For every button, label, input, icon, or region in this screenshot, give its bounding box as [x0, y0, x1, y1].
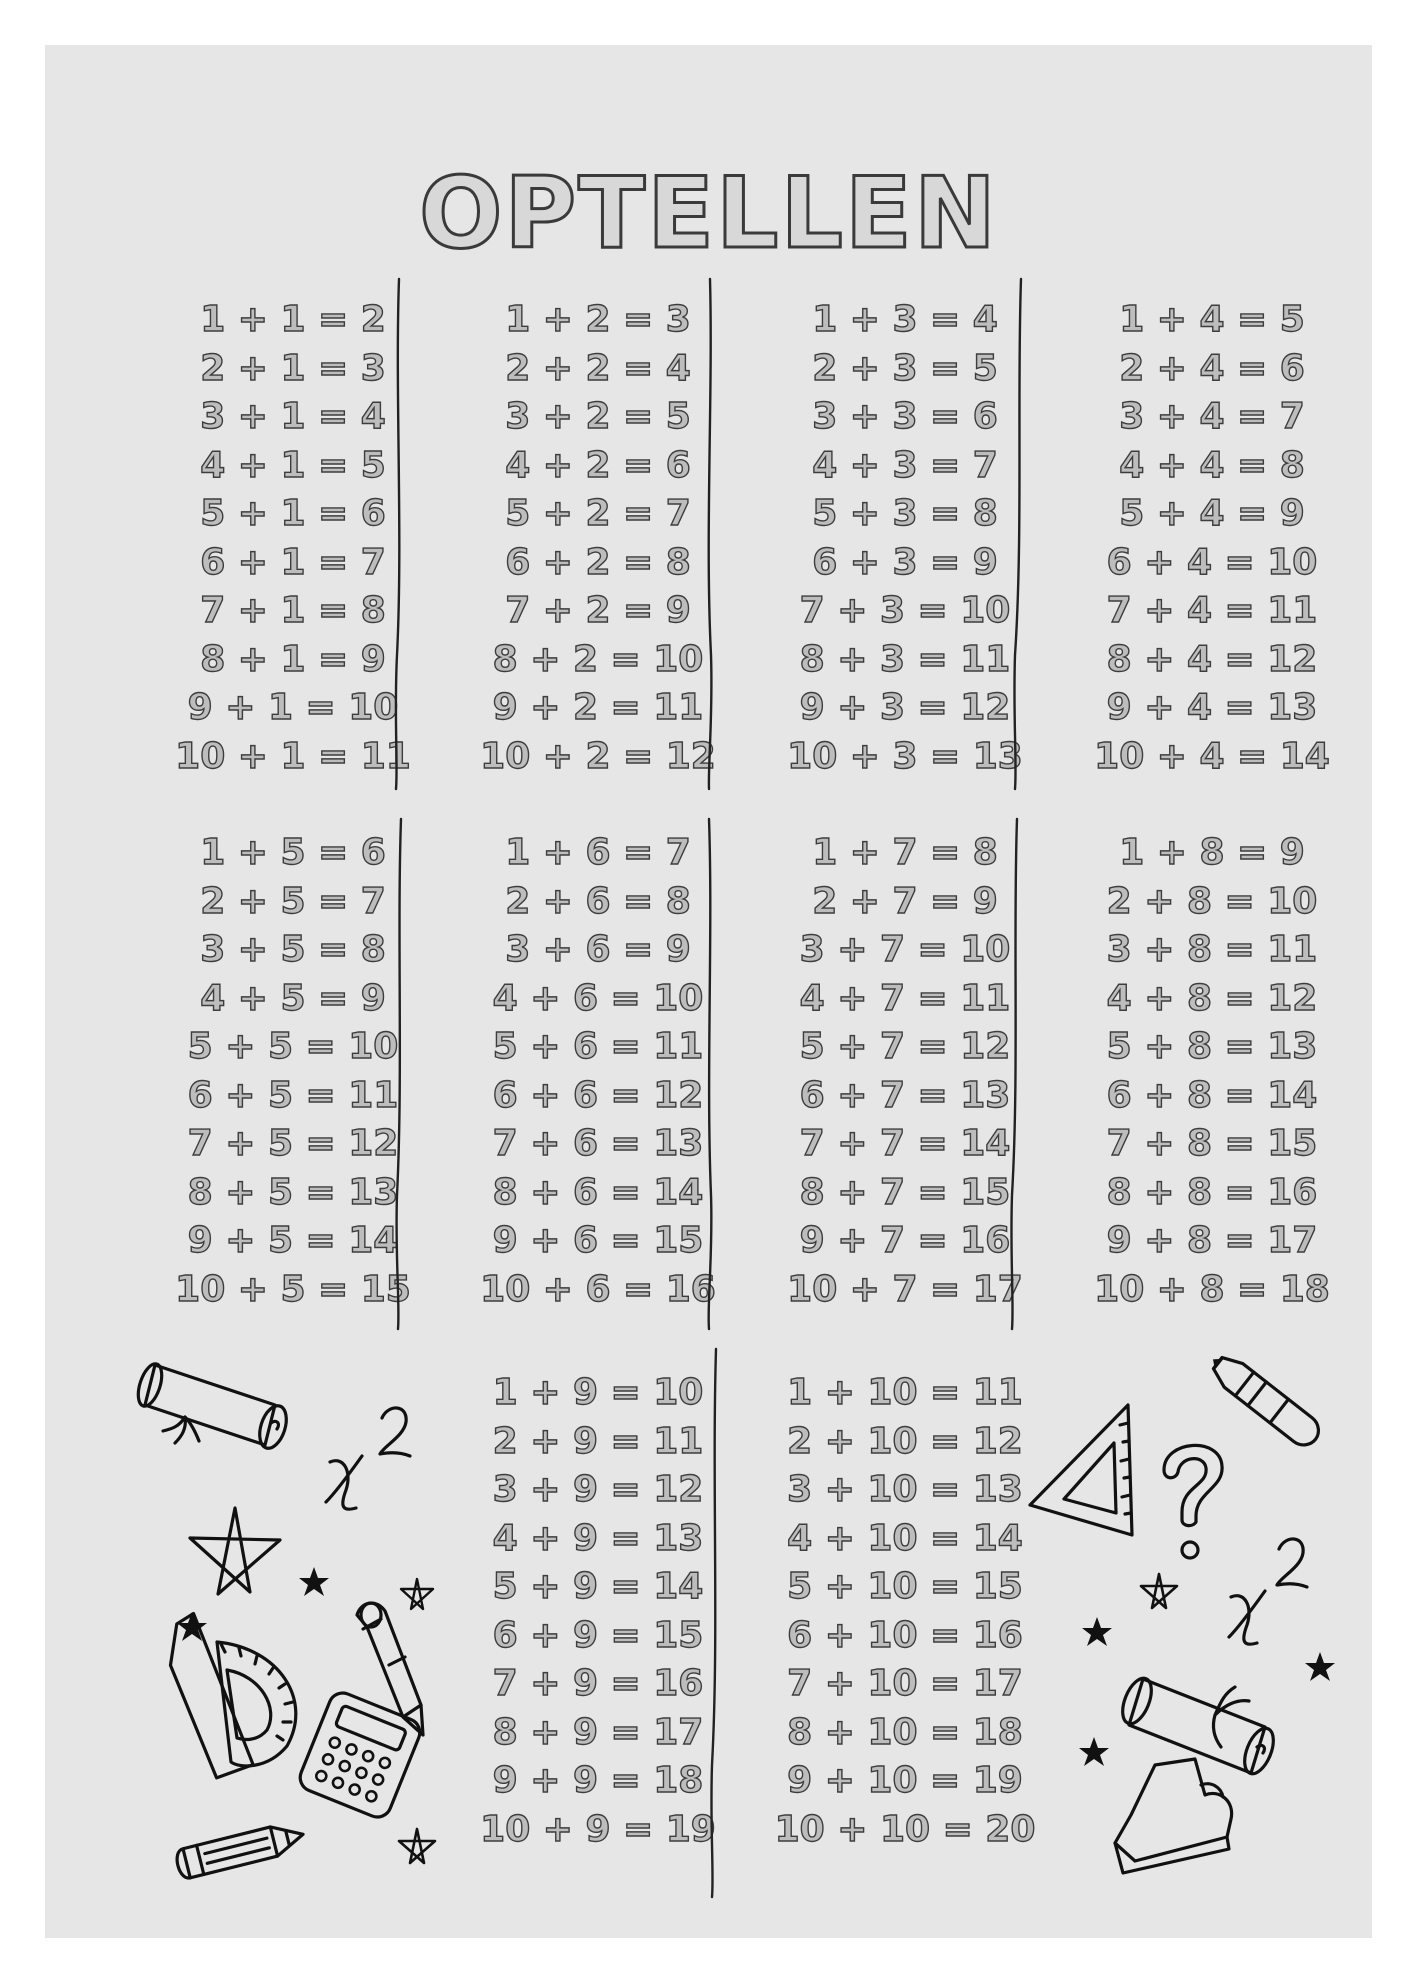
- equation: 5 + 3 = 8: [812, 493, 998, 534]
- equation: 8 + 8 = 16: [1106, 1171, 1318, 1213]
- equation: 7 + 4 = 11: [1106, 590, 1318, 631]
- equation: 8 + 2 = 10: [492, 638, 704, 680]
- equation: 3 + 1 = 4: [200, 396, 386, 437]
- equation: 1 + 6 = 7: [505, 832, 691, 873]
- equation: 8 + 3 = 11: [799, 638, 1011, 680]
- equation: 4 + 7 = 11: [799, 977, 1011, 1019]
- equation: 5 + 10 = 15: [787, 1566, 1023, 1607]
- equation: 6 + 7 = 13: [799, 1074, 1011, 1116]
- equation: 6 + 4 = 10: [1106, 541, 1318, 583]
- equation: 9 + 5 = 14: [187, 1220, 399, 1261]
- equation: 2 + 6 = 8: [505, 880, 691, 922]
- set-square-icon: [1020, 1395, 1150, 1545]
- equation: 9 + 2 = 11: [492, 687, 704, 728]
- equation: 3 + 6 = 9: [505, 929, 691, 970]
- boot-icon: [1095, 1745, 1245, 1885]
- calculator-icon: [290, 1685, 430, 1825]
- equation: 3 + 4 = 7: [1119, 396, 1305, 437]
- column-divider: [1003, 275, 1033, 795]
- equation: 2 + 9 = 11: [492, 1420, 704, 1462]
- equation: 2 + 4 = 6: [1119, 347, 1305, 389]
- equation: 10 + 9 = 19: [480, 1808, 716, 1850]
- equation: 1 + 3 = 4: [812, 299, 998, 340]
- equation: 9 + 3 = 12: [799, 687, 1011, 728]
- star-icon: [1080, 1615, 1114, 1649]
- column-divider: [695, 815, 725, 1335]
- equation: 1 + 1 = 2: [200, 299, 386, 340]
- equation: 10 + 1 = 11: [175, 735, 411, 777]
- equation: 6 + 9 = 15: [492, 1614, 704, 1656]
- equation: 8 + 7 = 15: [799, 1171, 1011, 1213]
- column-divider: [700, 1345, 730, 1905]
- equation: 3 + 3 = 6: [812, 396, 998, 437]
- equation: 10 + 2 = 12: [480, 735, 716, 777]
- star-outline-icon: [395, 1825, 439, 1869]
- equation: 1 + 5 = 6: [200, 832, 386, 873]
- equation: 9 + 7 = 16: [799, 1220, 1011, 1261]
- equation: 8 + 4 = 12: [1106, 638, 1318, 680]
- equation: 4 + 1 = 5: [200, 444, 386, 486]
- equation: 1 + 8 = 9: [1119, 832, 1305, 873]
- equation: 1 + 10 = 11: [787, 1372, 1023, 1413]
- star-icon: [297, 1565, 331, 1599]
- equation: 8 + 10 = 18: [787, 1711, 1023, 1753]
- equation: 4 + 5 = 9: [200, 977, 386, 1019]
- equation: 10 + 7 = 17: [787, 1268, 1023, 1310]
- equation: 6 + 1 = 7: [200, 541, 386, 583]
- equation: 6 + 10 = 16: [787, 1614, 1023, 1656]
- equation: 10 + 8 = 18: [1094, 1268, 1330, 1310]
- equation: 3 + 9 = 12: [492, 1469, 704, 1510]
- equation: 3 + 10 = 13: [787, 1469, 1023, 1510]
- equation: 1 + 2 = 3: [505, 299, 691, 340]
- column-divider: [695, 275, 725, 795]
- equation: 4 + 3 = 7: [812, 444, 998, 486]
- poster: [45, 45, 1372, 1938]
- equation: 4 + 4 = 8: [1119, 444, 1305, 486]
- equation: 5 + 5 = 10: [187, 1026, 399, 1067]
- x-squared-icon: [310, 1390, 440, 1520]
- equation: 6 + 3 = 9: [812, 541, 998, 583]
- equation: 4 + 9 = 13: [492, 1517, 704, 1559]
- equation: 5 + 6 = 11: [492, 1026, 704, 1067]
- equation: 2 + 2 = 4: [505, 347, 691, 389]
- equation: 5 + 7 = 12: [799, 1026, 1011, 1067]
- equation: 5 + 2 = 7: [505, 493, 691, 534]
- equation: 4 + 2 = 6: [505, 444, 691, 486]
- equation: 10 + 6 = 16: [480, 1268, 716, 1310]
- equation: 9 + 6 = 15: [492, 1220, 704, 1261]
- equation: 10 + 10 = 20: [774, 1808, 1036, 1850]
- equation: 7 + 2 = 9: [505, 590, 691, 631]
- equation: 7 + 10 = 17: [787, 1663, 1023, 1704]
- equation: 8 + 5 = 13: [187, 1171, 399, 1213]
- equation: 7 + 3 = 10: [799, 590, 1011, 631]
- equation: 2 + 10 = 12: [787, 1420, 1023, 1462]
- equation: 7 + 9 = 16: [492, 1663, 704, 1704]
- equation: 4 + 10 = 14: [787, 1517, 1023, 1559]
- column-divider: [385, 275, 415, 795]
- equation: 10 + 4 = 14: [1094, 735, 1330, 777]
- equation: 2 + 1 = 3: [200, 347, 386, 389]
- diploma-scroll-icon: [125, 1335, 325, 1475]
- equation: 1 + 9 = 10: [492, 1372, 704, 1413]
- equation: 2 + 8 = 10: [1106, 880, 1318, 922]
- equation: 2 + 5 = 7: [200, 880, 386, 922]
- equation: 3 + 8 = 11: [1106, 929, 1318, 970]
- pencil-icon: [165, 1805, 315, 1895]
- x-squared-icon: [1215, 1515, 1345, 1655]
- equation: 5 + 4 = 9: [1119, 493, 1305, 534]
- equation: 1 + 7 = 8: [812, 832, 998, 873]
- equation: 6 + 8 = 14: [1106, 1074, 1318, 1116]
- equation: 8 + 6 = 14: [492, 1171, 704, 1213]
- equation: 3 + 5 = 8: [200, 929, 386, 970]
- addition-table-4: [1067, 296, 1357, 781]
- equation: 9 + 4 = 13: [1106, 687, 1318, 728]
- equation: 7 + 1 = 8: [200, 590, 386, 631]
- column-divider: [385, 815, 415, 1335]
- equation: 3 + 2 = 5: [505, 396, 691, 437]
- equation: 7 + 6 = 13: [492, 1123, 704, 1164]
- column-divider: [1000, 815, 1030, 1335]
- equation: 1 + 4 = 5: [1119, 299, 1305, 340]
- equation: 8 + 1 = 9: [200, 638, 386, 680]
- equation: 5 + 9 = 14: [492, 1566, 704, 1607]
- equation: 2 + 3 = 5: [812, 347, 998, 389]
- equation: 6 + 2 = 8: [505, 541, 691, 583]
- star-outline-icon: [180, 1500, 290, 1605]
- equation: 6 + 6 = 12: [492, 1074, 704, 1116]
- page-title: OPTELLEN: [419, 157, 998, 271]
- equation: 8 + 9 = 17: [492, 1711, 704, 1753]
- equation: 3 + 7 = 10: [799, 929, 1011, 970]
- star-outline-icon: [1137, 1570, 1181, 1614]
- addition-table-8: [1067, 829, 1357, 1314]
- equation: 9 + 10 = 19: [787, 1760, 1023, 1801]
- equation: 9 + 1 = 10: [187, 687, 399, 728]
- equation: 7 + 7 = 14: [799, 1123, 1011, 1164]
- equation: 10 + 3 = 13: [787, 735, 1023, 777]
- equation: 5 + 1 = 6: [200, 493, 386, 534]
- equation: 5 + 8 = 13: [1106, 1026, 1318, 1067]
- equation: 10 + 5 = 15: [175, 1268, 411, 1310]
- equation: 7 + 5 = 12: [187, 1123, 399, 1164]
- equation: 6 + 5 = 11: [187, 1074, 399, 1116]
- equation: 7 + 8 = 15: [1106, 1123, 1318, 1164]
- equation: 4 + 8 = 12: [1106, 977, 1318, 1019]
- equation: 4 + 6 = 10: [492, 977, 704, 1019]
- addition-table-10: [760, 1369, 1050, 1854]
- equation: 9 + 9 = 18: [492, 1760, 704, 1801]
- equation: 9 + 8 = 17: [1106, 1220, 1318, 1261]
- equation: 2 + 7 = 9: [812, 880, 998, 922]
